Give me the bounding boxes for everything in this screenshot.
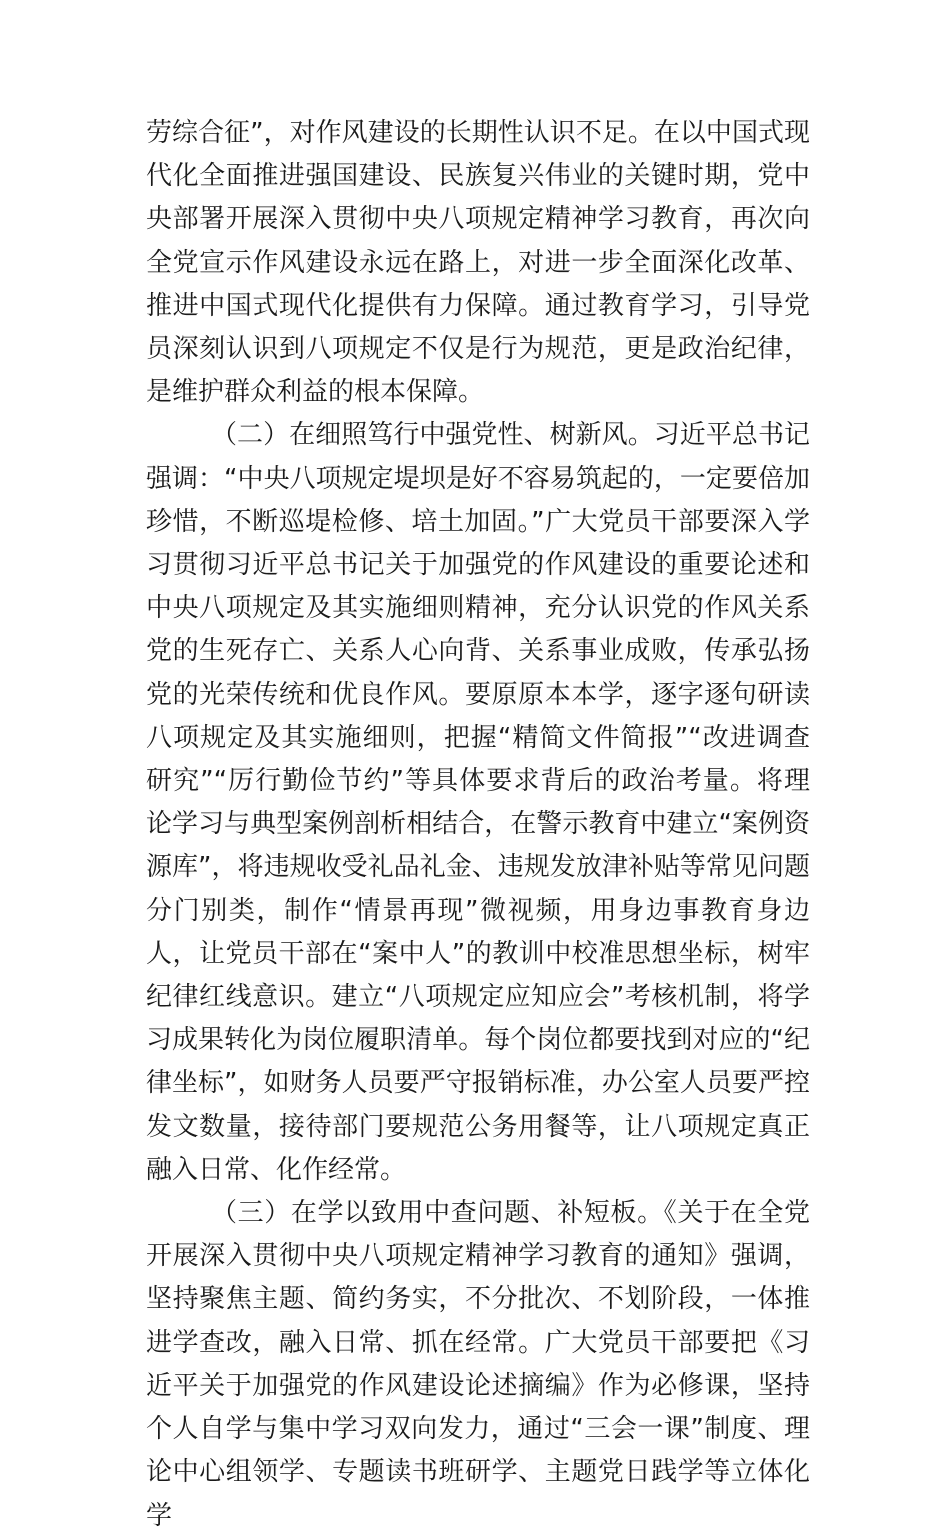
paragraph-1: 劳综合征”，对作风建设的长期性认识不足。在以中国式现代化全面推进强国建设、民族复兴伟业的关键时期，党中央部署开展深入贯彻中央八项规定精神学习教育，再次向全党宣示作风建设永远在路上，对进一步全面深化改革、推进中国式现代化提供有力保障。通过教育学习，引导党员深刻认识到八项规定不仅是行为规范，更是政治纪律，是维护群众利益的根本保障。 [146, 118, 810, 408]
paragraph-3: （三）在学以致用中查问题、补短板。《关于在全党开展深入贯彻中央八项规定精神学习教育的通知》强调，坚持聚焦主题、简约务实，不分批次、不划阶段，一体推进学查改，融入日常、抓在经常。广大党员干部要把《习近平关于加强党的作风建设论述摘编》作为必修课，坚持个人自学与集中学习双向发力，通过“三会一课”制度、理论中心组领学、专题读书班研学、主题党日践学等立体化学 [146, 1198, 810, 1531]
paragraph-2: （二）在细照笃行中强党性、树新风。习近平总书记强调：“中央八项规定堤坝是好不容易筑起的，一定要倍加珍惜，不断巡堤检修、培土加固。”广大党员干部要深入学习贯彻习近平总书记关于加强党的作风建设的重要论述和中央八项规定及其实施细则精神，充分认识党的作风关系党的生死存亡、关系人心向背、关系事业成败，传承弘扬党的光荣传统和优良作风。要原原本本学，逐字逐句研读八项规定及其实施细则，把握“精简文件简报”“改进调查研究”“厉行勤俭节约”等具体要求背后的政治考量。将理论学习与典型案例剖析相结合，在警示教育中建立“案例资源库”，将违规收受礼品礼金、违规发放津补贴等常见问题分门别类，制作“情景再现”微视频，用身边事教育身边人，让党员干部在“案中人”的教训中校准思想坐标，树牢纪律红线意识。建立“八项规定应知应会”考核机制，将学习成果转化为岗位履职清单。每个岗位都要找到对应的“纪律坐标”，如财务人员要严守报销标准，办公室人员要严控发文数量，接待部门要规范公务用餐等，让八项规定真正融入日常、化作经常。 [146, 420, 810, 1185]
document-body [146, 112, 810, 1538]
